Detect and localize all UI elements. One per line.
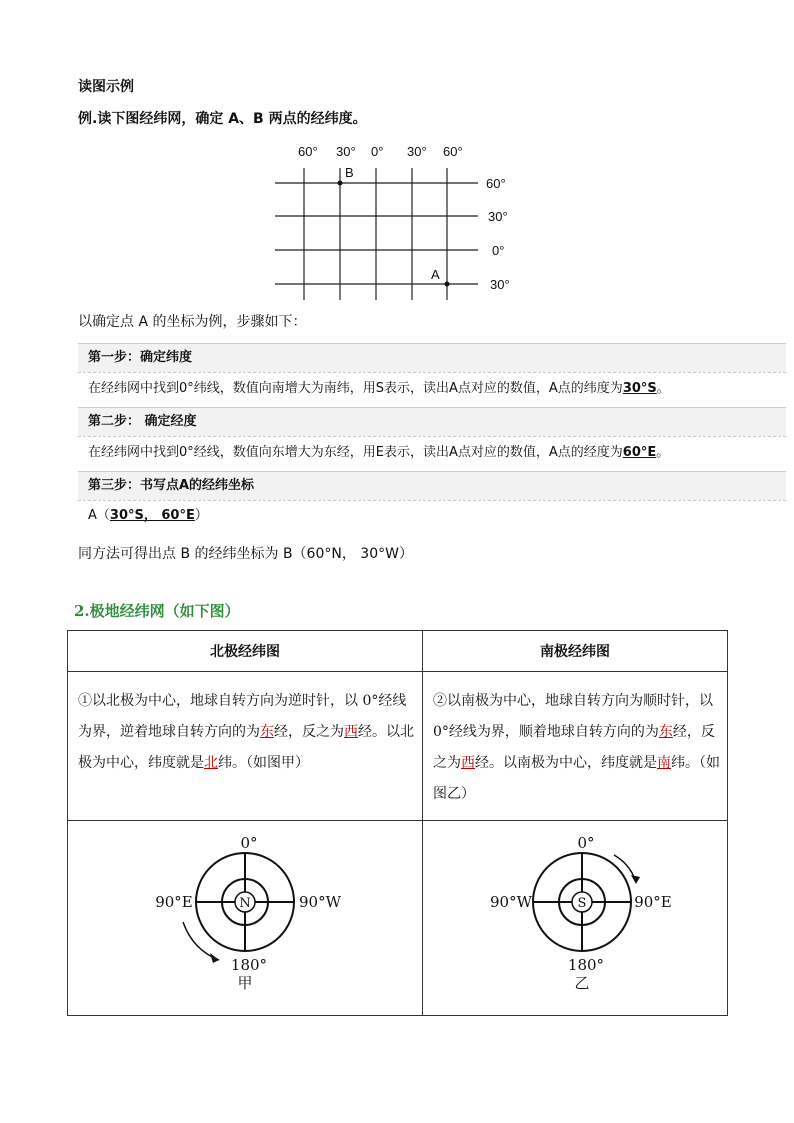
step-2-text: 在经纬网中找到0°经线，数值向东增大为东经，用E表示，读出A点对应的数值，A点的经度为	[88, 445, 623, 460]
step-2-title: 第二步： 确定经度	[78, 407, 786, 436]
example-prompt: 例.读下图经纬网，确定 A、B 两点的经纬度。	[78, 111, 367, 127]
grid-lines	[275, 168, 478, 300]
top-label-3: 0°	[371, 144, 384, 159]
arrow-head-icon	[210, 953, 219, 963]
point-a-marker	[445, 282, 450, 287]
same-method-text: 同方法可得出点 B 的经纬坐标为 B（60°N， 30°W）	[78, 546, 413, 562]
right-label-4: 30°	[490, 277, 510, 292]
step-2-answer: 60°E	[622, 445, 657, 460]
north-description	[68, 672, 423, 821]
south-polar-diagram	[424, 822, 726, 1010]
north-header: 北极经纬图	[68, 631, 423, 672]
south-center-label: S	[577, 896, 587, 911]
south-bottom-label: 180°	[567, 956, 605, 974]
point-b-label: B	[345, 165, 354, 180]
north-desc-part: ①以北极为中心，地球自转方向为逆时针，以 0°经线为界，逆着地球自转方向的为	[78, 693, 407, 740]
north-desc-part: 经，反之为	[274, 724, 344, 740]
top-label-2: 30°	[336, 144, 356, 159]
south-description	[423, 672, 728, 821]
rotation-arrow-icon	[183, 922, 219, 960]
top-label-5: 60°	[443, 144, 463, 159]
north-diagram-cell	[68, 821, 423, 1016]
polar-table	[67, 630, 728, 1016]
north-top-label: 0°	[240, 834, 258, 852]
intro-text: 以确定点 A 的坐标为例，步骤如下：	[78, 314, 307, 330]
north-bottom-label: 180°	[230, 956, 268, 974]
south-top-label: 0°	[577, 834, 595, 852]
south-desc-part: 纬。（如图乙）	[433, 755, 720, 802]
north-left-label: 90°E	[155, 893, 193, 911]
step-1-body	[78, 372, 786, 407]
step-1-answer: 30°S	[622, 381, 657, 396]
step-3-answer: 30°S， 60°E	[109, 508, 195, 523]
south-lat-word: 南	[657, 755, 671, 771]
south-desc-part: 经。以南极为中心，纬度就是	[475, 755, 657, 771]
top-label-4: 30°	[407, 144, 427, 159]
step-3-title: 第三步：书写点A的经纬坐标	[78, 471, 786, 500]
step-2-end: 。	[656, 445, 670, 460]
north-right-label: 90°W	[298, 893, 342, 911]
section-title: 读图示例	[78, 79, 134, 95]
step-3-text: A（	[88, 508, 110, 523]
north-center-label: N	[239, 896, 251, 911]
step-1-end: 。	[656, 381, 670, 396]
section-2-title: 2.极地经纬网（如下图）	[74, 602, 240, 620]
north-polar-diagram	[69, 822, 421, 1010]
lat-long-grid	[270, 138, 530, 304]
step-2-body	[78, 436, 786, 471]
south-left-label: 90°W	[489, 893, 533, 911]
arrow-head-icon	[631, 875, 640, 884]
point-b-marker	[338, 181, 343, 186]
south-west-word: 西	[461, 755, 475, 771]
south-header: 南极经纬图	[423, 631, 728, 672]
point-a-label: A	[431, 267, 440, 282]
north-lat-word: 北	[204, 755, 218, 771]
north-east-word: 东	[260, 724, 274, 740]
north-west-word: 西	[344, 724, 358, 740]
top-label-1: 60°	[298, 144, 318, 159]
step-3-body	[78, 500, 786, 531]
north-desc-part: 经。以北极为中心，纬度就是	[78, 724, 414, 771]
south-desc-part: 经，反之为	[433, 724, 715, 771]
south-caption: 乙	[574, 974, 590, 992]
south-diagram-cell	[423, 821, 728, 1016]
step-3-end: ）	[194, 508, 208, 523]
right-label-1: 60°	[486, 176, 506, 191]
step-1-title: 第一步：确定纬度	[78, 343, 786, 372]
steps-box	[78, 343, 786, 531]
south-desc-part: ②以南极为中心，地球自转方向为顺时针，以 0°经线为界，顺着地球自转方向的为	[433, 693, 713, 740]
north-caption: 甲	[237, 974, 253, 992]
south-right-label: 90°E	[634, 893, 672, 911]
step-1-text: 在经纬网中找到0°纬线，数值向南增大为南纬，用S表示，读出A点对应的数值，A点的纬度为	[88, 381, 623, 396]
right-label-3: 0°	[492, 243, 505, 258]
right-label-2: 30°	[488, 209, 508, 224]
south-east-word: 东	[658, 724, 673, 740]
north-desc-part: 纬。（如图甲）	[218, 755, 309, 771]
